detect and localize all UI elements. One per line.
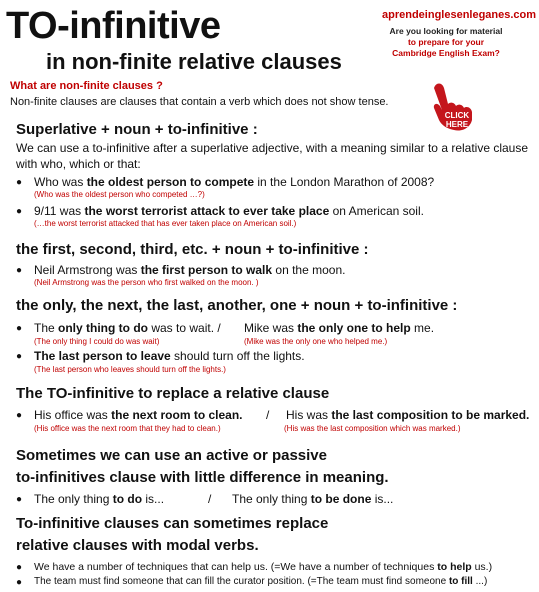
example-highlight: the next room to clean. [111,408,243,422]
example-highlight: to be done [310,492,372,506]
separator-slash: / [208,492,212,506]
here-label: HERE [445,120,469,129]
example-sentence [34,407,243,423]
example-text: Mike was [244,321,298,335]
example-highlight: to fill [448,576,473,587]
example-text: The team must find someone that can fill the curator position. (=The team must find someone [34,576,449,587]
example-text: 9/11 was [34,204,85,218]
example-text: should turn off the lights. [170,349,305,363]
promo-text [358,26,534,59]
question-heading: What are non-finite clauses ? [10,80,163,92]
page-subtitle: in non-finite relative clauses [46,49,342,74]
bullet-icon: ● [16,206,23,217]
promo-line-1: Are you looking for material [389,26,503,36]
example-text: us.) [471,561,493,573]
example-text: me. [410,321,435,335]
example-text: The only thing [232,492,311,506]
example-highlight: only thing to do [58,321,148,335]
bullet-icon: ● [16,351,23,362]
example-highlight: the oldest person to compete [86,175,255,189]
promo-line-2: to prepare for your [407,37,485,47]
example-text: We have a number of techniques that can help us. (=We have a number of techniques [34,561,438,573]
example-paraphrase: (Neil Armstrong was the person who first walked on the moon. ) [34,278,259,287]
section-only-next-last-heading: the only, the next, the last, another, one + noun + to-infinitive : [16,297,458,314]
example-sentence [232,491,393,507]
example-highlight: the only one to help [297,321,411,335]
example-sentence [286,407,529,423]
section-superlative-intro-1: We can use a to-infinitive after a superlative adjective, with a meaning similar to a relative clause [16,141,529,155]
example-sentence [244,320,434,336]
example-paraphrase: (…the worst terrorist attacked that has ever taken place on American soil.) [34,219,297,228]
example-highlight: to do [112,492,143,506]
example-text: is... [371,492,394,506]
click-here-button[interactable] [430,82,480,132]
bullet-icon: ● [16,577,23,588]
example-sentence [34,348,305,364]
pointing-hand-icon [430,82,480,132]
example-highlight: the last composition to be marked. [331,408,530,422]
example-text: The [34,321,59,335]
example-paraphrase: (Mike was the only one who helped me.) [244,337,388,346]
example-paraphrase: (Who was the oldest person who competed …?) [34,190,205,199]
section-active-passive-heading-2: to-infinitives clause with little difference in meaning. [16,469,389,486]
section-ordinal-heading: the first, second, third, etc. + noun + to-infinitive : [16,241,369,258]
section-modal-heading-1: To-infinitive clauses can sometimes replace [16,515,329,532]
example-sentence [34,174,434,190]
promo-line-3: Cambridge English Exam? [392,48,500,58]
example-paraphrase: (The last person who leaves should turn off the lights.) [34,365,226,374]
example-text: The only thing [34,492,113,506]
example-text: in the London Marathon of 2008? [254,175,435,189]
example-text: was to wait. / [148,321,221,335]
section-superlative-intro-2: with who, which or that: [16,157,141,171]
example-paraphrase: (His was the last composition which was marked.) [284,424,461,433]
example-text: on the moon. [272,263,346,277]
example-sentence [34,574,487,590]
example-highlight: the first person to walk [140,263,273,277]
page-title: TO-infinitive [6,5,221,47]
separator-slash: / [266,408,270,422]
site-link[interactable]: aprendeinglesenleganes.com [382,9,537,21]
example-sentence [34,491,164,507]
example-text: His office was [34,408,112,422]
definition-text: Non-finite clauses are clauses that contain a verb which does not show tense. [10,96,389,108]
example-paraphrase: (His office was the next room that they had to clean.) [34,424,221,433]
example-highlight: the worst terrorist attack to ever take place [84,204,330,218]
example-sentence [34,262,345,278]
example-text: Neil Armstrong was [34,263,141,277]
example-text: ...) [472,576,488,587]
example-highlight: The last person to leave [34,349,171,363]
section-replace-relative-heading: The TO-infinitive to replace a relative clause [16,385,330,402]
section-superlative-heading: Superlative + noun + to-infinitive : [16,121,258,138]
bullet-icon: ● [16,323,23,334]
example-paraphrase: (The only thing I could do was wait) [34,337,160,346]
example-sentence [34,320,221,336]
bullet-icon: ● [16,494,23,505]
example-sentence [34,559,492,575]
click-label: CLICK [444,111,470,120]
example-text: on American soil. [329,204,424,218]
example-text: Who was [34,175,87,189]
bullet-icon: ● [16,177,23,188]
example-text: His was [286,408,332,422]
example-sentence [34,203,424,219]
section-modal-heading-2: relative clauses with modal verbs. [16,537,259,554]
bullet-icon: ● [16,265,23,276]
example-text: is... [142,492,165,506]
bullet-icon: ● [16,562,23,573]
example-highlight: to help [437,561,472,573]
section-active-passive-heading-1: Sometimes we can use an active or passive [16,447,327,464]
bullet-icon: ● [16,410,23,421]
